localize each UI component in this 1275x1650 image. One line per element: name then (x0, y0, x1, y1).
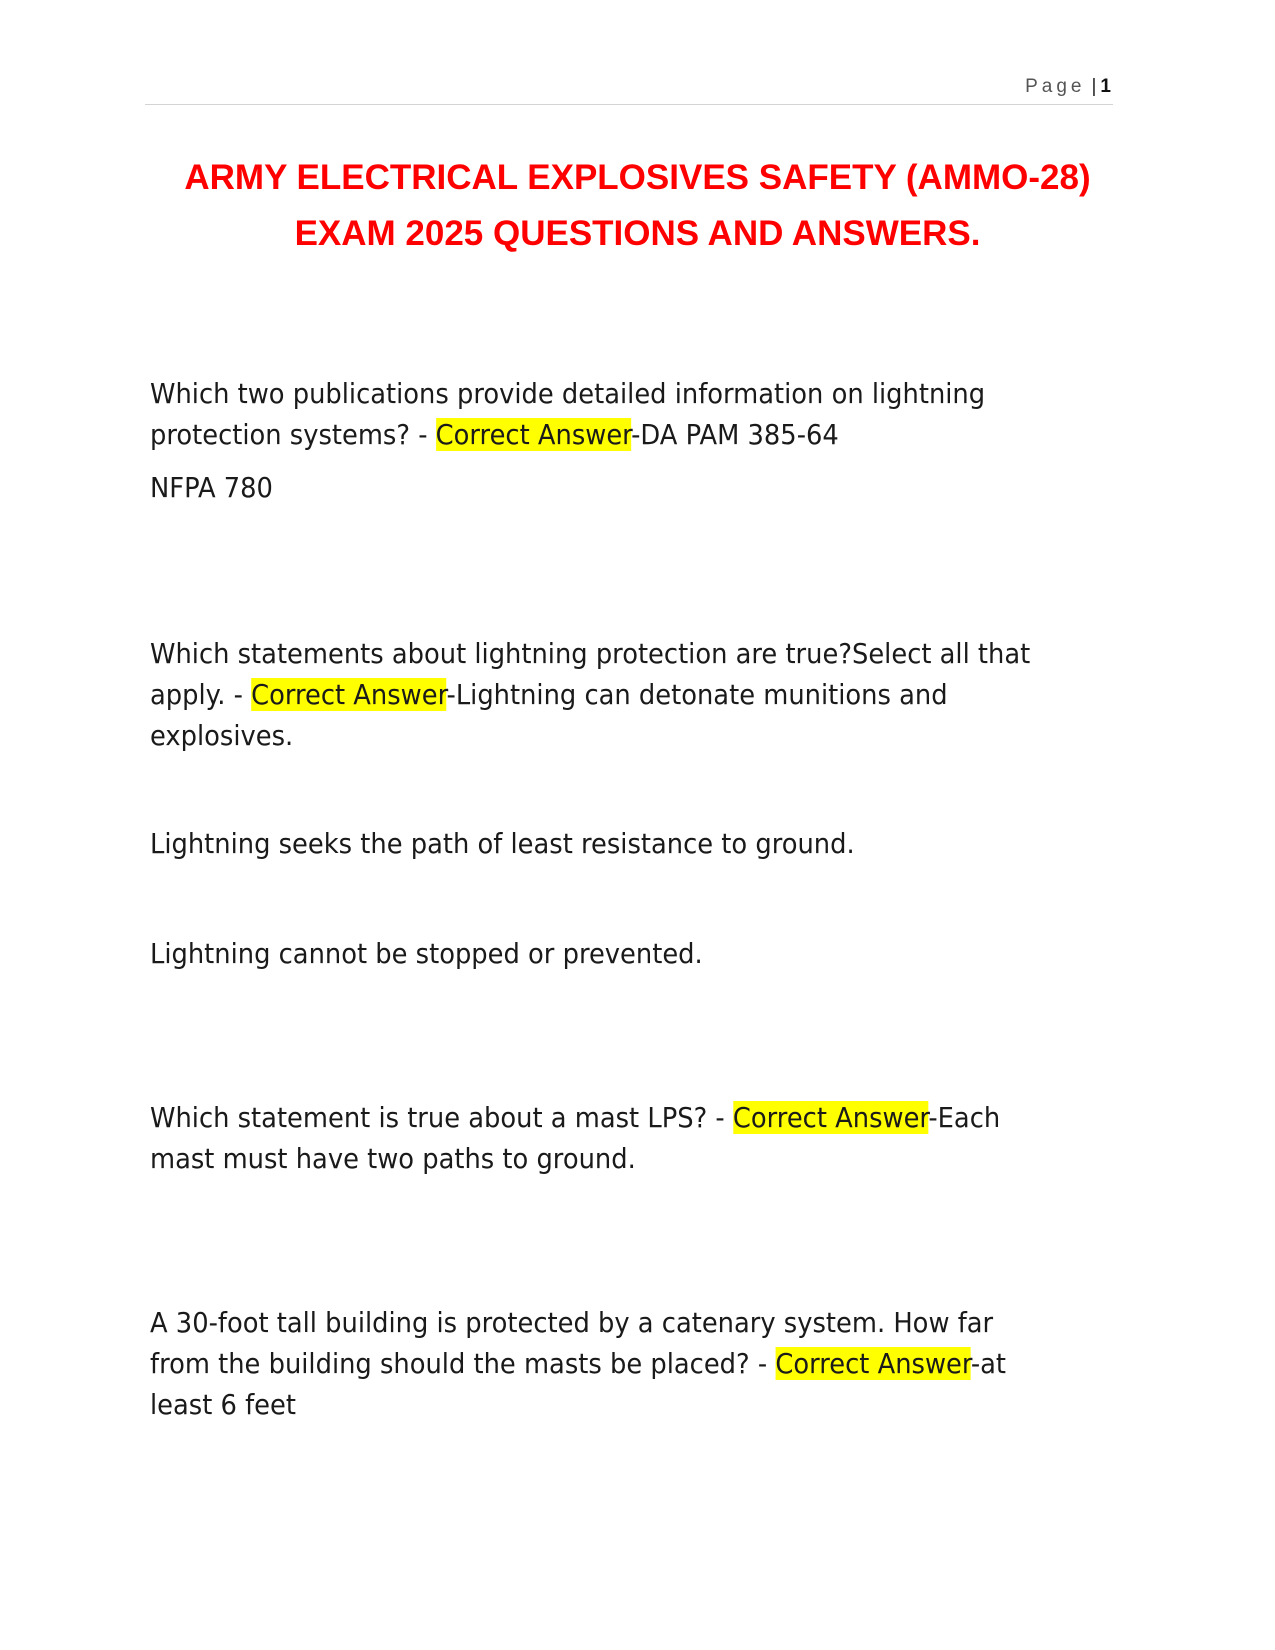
correct-answer-label: Correct Answer (251, 678, 447, 711)
answer-text: -Lightning can detonate munitions and explosives. (150, 678, 948, 752)
page-number-value: 1 (1100, 76, 1111, 97)
question-text: A 30-foot tall building is protected by a catenary system. How far from the building should the masts be placed? - (150, 1306, 994, 1380)
page-label: Page (1025, 76, 1086, 97)
correct-answer-label: Correct Answer (435, 418, 632, 451)
qa-item-1 (150, 373, 1033, 455)
question-text: Which statement is true about a mast LPS? - (150, 1101, 733, 1134)
answer-text: -Each mast must have two paths to ground. (150, 1101, 1001, 1175)
page-header (145, 72, 1113, 105)
page-number (1025, 76, 1111, 98)
correct-answer-label: Correct Answer (732, 1101, 929, 1134)
document-title: ARMY ELECTRICAL EXPLOSIVES SAFETY (AMMO-28) EXAM 2025 QUESTIONS AND ANSWERS. (184, 158, 1091, 253)
answer-continuation-nfpa: NFPA 780 (150, 471, 273, 504)
qa-item-2 (150, 633, 1033, 756)
question-text: Which two publications provide detailed information on lightning protection systems? - (150, 377, 986, 451)
qa-item-4 (150, 1302, 1033, 1425)
correct-answer-label: Correct Answer (775, 1347, 971, 1380)
qa-item-3 (150, 1097, 1033, 1179)
answer-continuation-path: Lightning seeks the path of least resistance to ground. (150, 827, 855, 860)
question-text: Which statements about lightning protection are true?Select all that apply. - (150, 637, 1031, 711)
page-separator: | (1091, 76, 1097, 97)
answer-continuation-stop: Lightning cannot be stopped or prevented. (150, 937, 703, 970)
answer-text: -DA PAM 385-64 (631, 418, 839, 451)
answer-text: -at least 6 feet (150, 1347, 1007, 1421)
